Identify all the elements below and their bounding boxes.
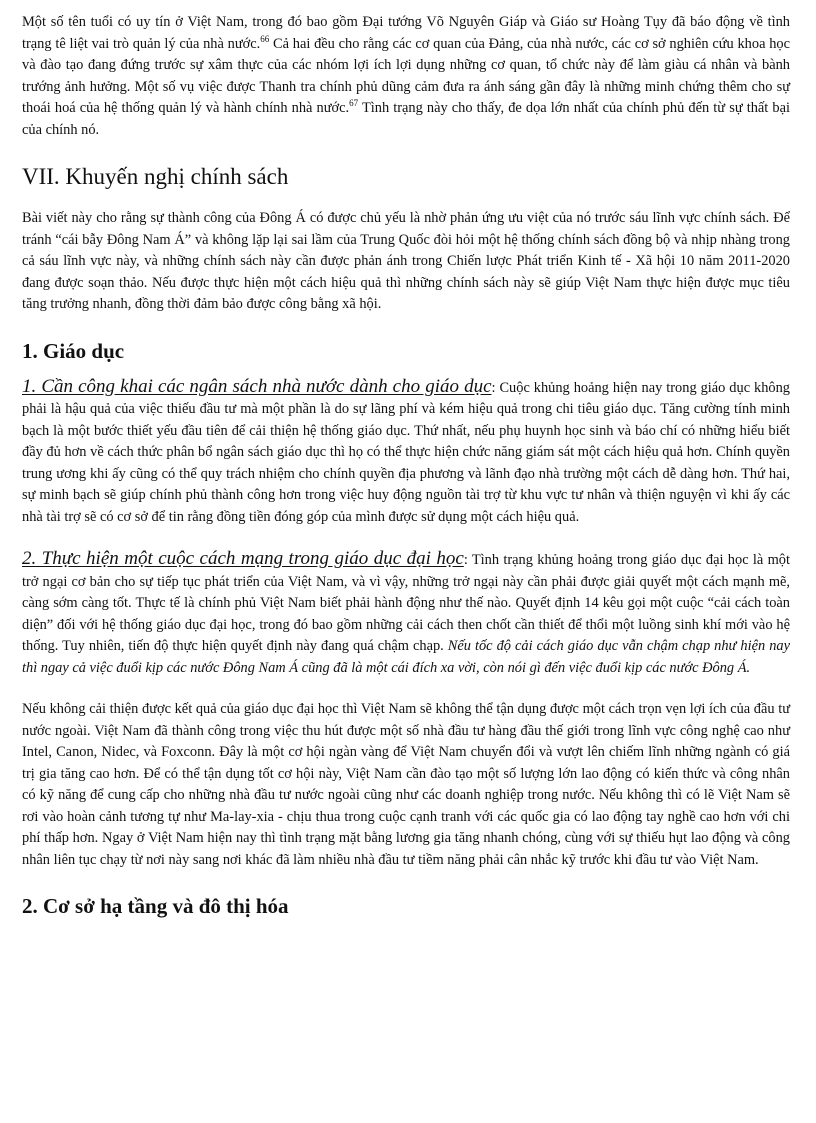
education-item-1-body: : Cuộc khủng hoảng hiện nay trong giáo dục không phải là hậu quả của việc thiếu đầu tư mà một phần là do sự lãng phí và kém hiệu quả trong chi tiêu giáo dục. Tăng cường tính minh bạch là một bước thiết yếu đầu tiên để cải thiện hệ thống giáo dục. Thứ nhất, nếu phụ huynh học sinh và báo chí có những hiểu biết đầy đủ hơn về cách thức phân bổ ngân sách giáo dục thì họ có thể thực hiện chức năng giám sát một cách hiệu quả hơn. Chính quyền trung ương khi ấy cũng có thể quy trách nhiệm cho chính quyền địa phương và lãnh đạo nhà trường một cách dễ dàng hơn. Thứ hai, sự minh bạch sẽ giúp chính phủ thành công hơn trong việc huy động nguồn tài trợ từ khu vực tư nhân và thiện nguyện vì khi ấy các nhà tài trợ sẽ có cơ sở để tin rằng đồng tiền đóng góp của mình được sử dụng một cách hiệu quả.	[22, 379, 791, 525]
education-item-2-body: : Tình trạng khủng hoảng trong giáo dục đại học là một trở ngại cơ bản cho sự tiếp tục phát triển của Việt Nam, và vì vậy, những trở ngại này cần phải được giải quyết một cách mạnh mẽ, càng sớm càng tốt. Thực tế là chính phủ Việt Nam biết phải hành động như thế nào. Quyết định 14 kêu gọi một cuộc “cải cách toàn diện” đối với hệ thống giáo dục đại học, trong đó bao gồm những cải cách then chốt cần thiết để thổi một luồng sinh khí mới vào hệ thống. Tuy nhiên, tiến độ thực hiện quyết định này đang quá chậm chạp.	[22, 552, 790, 654]
subsection-heading-infrastructure: 2. Cơ sở hạ tầng và đô thị hóa	[22, 894, 289, 918]
policy-intro-paragraph: Bài viết này cho rằng sự thành công của Đông Á có được chủ yếu là nhờ phản ứng ưu việt của nó trước sáu lĩnh vực chính sách. Để tránh “cái bẫy Đông Nam Á” và không lặp lại sai lầm của Trung Quốc đòi hỏi một hệ thống chính sách đồng bộ và nhịp nhàng trong cả sáu lĩnh vực này, và những chính sách này cần được phản ánh trong Chiến lược Phát triển Kinh tế - Xã hội 10 năm 2011-2020 đang được soạn thảo. Nếu được thực hiện một cách hiệu quả thì những chính sách này sẽ giúp Việt Nam thực hiện được mục tiêu tăng trưởng nhanh, đồng thời đảm bảo được công bằng xã hội.	[22, 210, 790, 312]
education-item-2-italic: Nếu tốc độ cải cách giáo dục vẫn chậm chạp như hiện nay thì ngay cả việc đuổi kịp các nước Đông Nam Á cũng đã là một cái đích xa vời, còn nói gì đến việc đuổi kịp các nước Đông Á.	[22, 638, 790, 676]
education-item-1	[22, 376, 790, 529]
education-item-2-lead: 2. Thực hiện một cuộc cách mạng trong giáo dục đại học	[22, 548, 464, 569]
footnote-ref-67: 67	[349, 98, 359, 109]
footnote-ref-66: 66	[260, 33, 270, 44]
document-page	[22, 12, 790, 931]
education-item-1-lead: 1. Cần công khai các ngân sách nhà nước dành cho giáo dục	[22, 375, 492, 397]
subsection-heading-education: 1. Giáo dục	[22, 338, 125, 363]
education-item-2	[22, 548, 790, 679]
intro-text-b: Cả hai đều cho rằng các cơ quan của Đảng, của nhà nước, các cơ sở nghiên cứu khoa học và đào tạo đang đứng trước sự xâm thực của các nhóm lợi ích lợi dụng những cơ quan, tổ chức này để làm giàu cá nhân và bành trướng ảnh hưởng. Một số vụ việc được Thanh tra chính phủ dũng cảm đưa ra ánh sáng gần đây là những minh chứng thêm cho sự thoái hoá của hệ thống quản lý và hành chính nhà nước.	[22, 35, 790, 116]
section-heading-policy-recommendations: VII. Khuyến nghị chính sách	[22, 164, 289, 189]
intro-text-c: Tình trạng này cho thấy, đe dọa lớn nhất của chính phủ đến từ sự thất bại của chính nó.	[22, 100, 790, 138]
intro-paragraph	[22, 12, 790, 141]
intro-text-a: Một số tên tuổi có uy tín ở Việt Nam, trong đó bao gồm Đại tướng Võ Nguyên Giáp và Giáo sư Hoàng Tụy đã báo động về tình trạng tê liệt vai trò quản lý của nhà nước.	[22, 14, 790, 52]
education-paragraph-3: Nếu không cải thiện được kết quả của giáo dục đại học thì Việt Nam sẽ không thể tận dụng được một cách trọn vẹn lợi ích của đầu tư nước ngoài. Việt Nam đã thành công trong việc thu hút được một số nhà đầu tư hàng đầu thế giới trong lĩnh vực công nghệ cao như Intel, Canon, Nidec, và Foxconn. Đây là một cơ hội ngàn vàng để Việt Nam chuyển đổi và vượt lên chiếm lĩnh những ngành có giá trị gia tăng cao hơn. Để có thể tận dụng tốt cơ hội này, Việt Nam cần đào tạo một số lượng lớn lao động có kiến thức và công nhân có kỹ năng để cung cấp cho những nhà đầu tư nước ngoài cũng như các doanh nghiệp trong nước. Nếu không thì có lẽ Việt Nam sẽ rơi vào hoàn cảnh tương tự như Ma-lay-xia - chịu thua trong cuộc cạnh tranh với các quốc gia có lao động tay nghề cao hơn với chi phí thấp hơn. Ngay ở Việt Nam hiện nay thì tình trạng mặt bằng lương gia tăng nhanh chóng, cùng với sự thiếu hụt lao động và công nhân liên tục chạy từ nơi này sang nơi khác đã làm nhiều nhà đầu tư tiềm năng phải cân nhắc kỹ trước khi đầu tư vào Việt Nam.	[22, 701, 790, 868]
